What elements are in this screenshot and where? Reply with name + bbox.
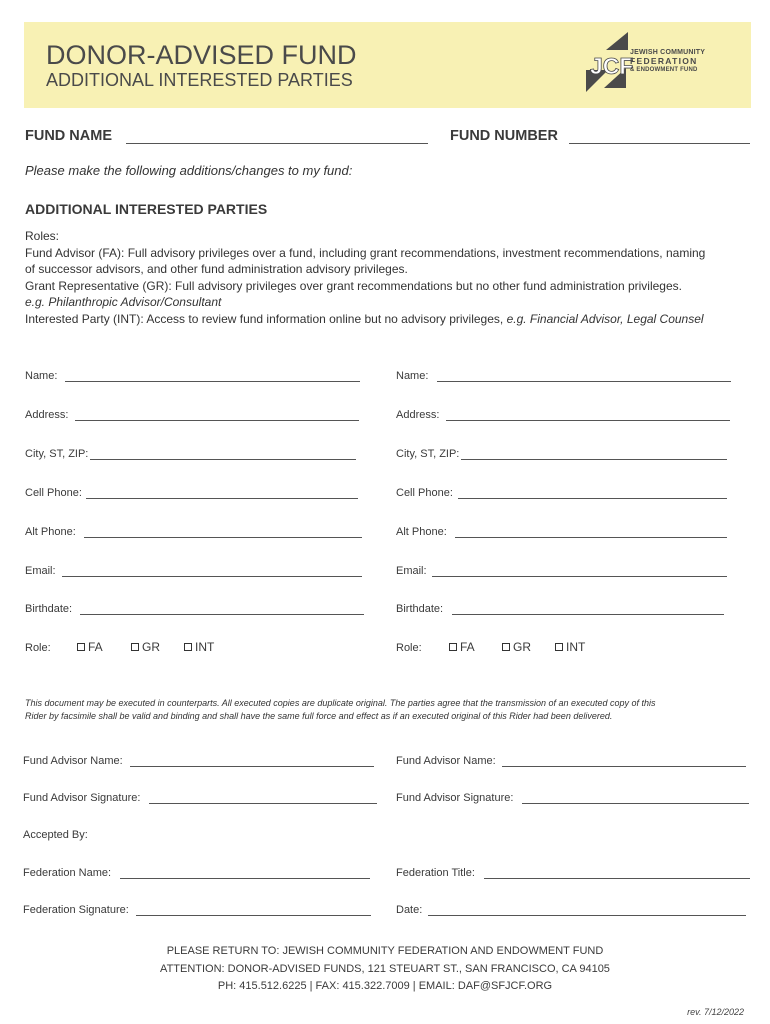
- party1-city-label: City, ST, ZIP:: [25, 448, 89, 460]
- jcf-logo: [584, 30, 734, 100]
- party1-cell-label: Cell Phone:: [25, 487, 82, 499]
- form-title: DONOR-ADVISED FUND: [46, 40, 357, 70]
- party2-email-label: Email:: [396, 565, 427, 577]
- role-gr-line: [25, 278, 750, 295]
- party1-role-fa[interactable]: [77, 640, 103, 654]
- federation-signature-field[interactable]: [136, 915, 371, 916]
- party1-role-label: Role:: [25, 642, 51, 654]
- advisor-name-field-right[interactable]: [502, 766, 746, 767]
- header-banner: [24, 22, 751, 108]
- party1-email-label: Email:: [25, 565, 56, 577]
- logo-line-3: & ENDOWMENT FUND: [630, 67, 698, 73]
- logo-wordmark: [630, 48, 705, 75]
- advisor-signature-field-left[interactable]: [149, 803, 377, 804]
- date-label: Date:: [396, 904, 423, 916]
- disclaimer: [25, 697, 750, 723]
- party2-role-fa[interactable]: [449, 640, 475, 654]
- party1-role-int[interactable]: [184, 640, 214, 654]
- date-field[interactable]: [428, 915, 746, 916]
- footer-address-line: ATTENTION: DONOR-ADVISED FUNDS, 121 STEUART ST., SAN FRANCISCO, CA 94105: [160, 963, 610, 975]
- party1-alt-field[interactable]: [84, 537, 362, 538]
- party2-city-field[interactable]: [461, 459, 727, 460]
- party2-birthdate-field[interactable]: [452, 614, 724, 615]
- role-int-desc: Access to review fund information online but no advisory privileges,: [143, 311, 507, 326]
- party1-fa-text: FA: [88, 640, 103, 654]
- party2-alt-field[interactable]: [455, 537, 727, 538]
- jcf-logo-letters: JCF: [590, 53, 634, 79]
- party2-role-label: Role:: [396, 642, 422, 654]
- federation-title-label: Federation Title:: [396, 867, 475, 879]
- role-fa-term: Fund Advisor (FA):: [25, 245, 125, 260]
- federation-signature-label: Federation Signature:: [23, 904, 129, 916]
- advisor-name-label-right: Fund Advisor Name:: [396, 755, 496, 767]
- party1-name-field[interactable]: [65, 381, 360, 382]
- party2-fa-checkbox[interactable]: [449, 643, 457, 651]
- party1-alt-label: Alt Phone:: [25, 526, 76, 538]
- party2-int-text: INT: [566, 640, 586, 654]
- party1-role-gr[interactable]: [131, 640, 160, 654]
- party2-birthdate-label: Birthdate:: [396, 603, 444, 615]
- party2-email-field[interactable]: [432, 576, 727, 577]
- party1-int-checkbox[interactable]: [184, 643, 192, 651]
- form-subtitle: ADDITIONAL INTERESTED PARTIES: [46, 70, 353, 90]
- roles-heading: Roles:: [25, 229, 60, 243]
- advisor-signature-label-right: Fund Advisor Signature:: [396, 792, 514, 804]
- party1-int-text: INT: [195, 640, 215, 654]
- accepted-by-label: Accepted By:: [23, 829, 88, 841]
- party2-address-field[interactable]: [446, 420, 730, 421]
- role-gr-term: Grant Representative (GR):: [25, 278, 172, 293]
- fund-name-label: FUND NAME: [25, 128, 112, 144]
- party2-gr-checkbox[interactable]: [502, 643, 510, 651]
- roles-description: [25, 228, 750, 327]
- role-fa-line: [25, 245, 750, 262]
- party2-cell-field[interactable]: [458, 498, 727, 499]
- role-int-term: Interested Party (INT):: [25, 311, 144, 326]
- disclaimer-line-1: This document may be executed in counterparts. All executed copies are duplicate original. The parties agree that the transmission of an executed copy of this: [25, 698, 656, 708]
- logo-line-2: FEDERATION: [630, 56, 698, 66]
- section-title: ADDITIONAL INTERESTED PARTIES: [25, 201, 268, 217]
- party2-role-gr[interactable]: [502, 640, 531, 654]
- party2-name-field[interactable]: [437, 381, 731, 382]
- party2-fa-text: FA: [460, 640, 475, 654]
- footer-contact-line: PH: 415.512.6225 | FAX: 415.322.7009 | EMAIL: DAF@SFJCF.ORG: [217, 980, 553, 992]
- fund-number-label: FUND NUMBER: [450, 128, 558, 144]
- advisor-signature-field-right[interactable]: [522, 803, 749, 804]
- federation-title-field[interactable]: [484, 878, 750, 879]
- fund-number-field[interactable]: [569, 143, 750, 144]
- party1-gr-checkbox[interactable]: [131, 643, 139, 651]
- role-gr-desc: Full advisory privileges over grant recommendations but no other fund administration privileges.: [171, 278, 682, 293]
- party1-birthdate-label: Birthdate:: [25, 603, 73, 615]
- party1-birthdate-field[interactable]: [80, 614, 364, 615]
- party2-cell-label: Cell Phone:: [396, 487, 453, 499]
- disclaimer-line-2: Rider by facsimile shall be valid and binding and shall have the same full force and effect as if an executed original of this Rider had been delivered.: [25, 711, 613, 721]
- party1-fa-checkbox[interactable]: [77, 643, 85, 651]
- role-fa-line-2: of successor advisors, and other fund administration advisory privileges.: [25, 262, 408, 276]
- role-int-example: e.g. Financial Advisor, Legal Counsel: [506, 311, 704, 326]
- party2-int-checkbox[interactable]: [555, 643, 563, 651]
- party2-role-int[interactable]: [555, 640, 585, 654]
- party1-address-field[interactable]: [75, 420, 359, 421]
- logo-line-1: JEWISH COMMUNITY: [630, 49, 706, 56]
- party1-name-label: Name:: [25, 370, 58, 382]
- party2-address-label: Address:: [396, 409, 440, 421]
- federation-name-label: Federation Name:: [23, 867, 112, 879]
- intro-text: Please make the following additions/changes to my fund:: [25, 163, 353, 178]
- footer-return-line: PLEASE RETURN TO: JEWISH COMMUNITY FEDERATION AND ENDOWMENT FUND: [166, 945, 604, 957]
- revision-date: rev. 7/12/2022: [687, 1007, 744, 1017]
- party2-gr-text: GR: [513, 640, 531, 654]
- role-gr-example: [25, 294, 750, 311]
- advisor-name-label-left: Fund Advisor Name:: [23, 755, 123, 767]
- fund-name-field[interactable]: [126, 143, 428, 144]
- federation-name-field[interactable]: [120, 878, 370, 879]
- role-int-line: [25, 311, 750, 328]
- party1-address-label: Address:: [25, 409, 69, 421]
- party1-cell-field[interactable]: [86, 498, 358, 499]
- role-gr-example-text: e.g. Philanthropic Advisor/Consultant: [25, 295, 222, 309]
- party2-name-label: Name:: [396, 370, 429, 382]
- party1-gr-text: GR: [142, 640, 160, 654]
- party1-email-field[interactable]: [62, 576, 362, 577]
- party2-alt-label: Alt Phone:: [396, 526, 447, 538]
- party2-city-label: City, ST, ZIP:: [396, 448, 460, 460]
- party1-city-field[interactable]: [90, 459, 356, 460]
- advisor-signature-label-left: Fund Advisor Signature:: [23, 792, 141, 804]
- role-fa-desc: Full advisory privileges over a fund, including grant recommendations, investment recommendations, naming: [124, 245, 706, 260]
- advisor-name-field-left[interactable]: [130, 766, 374, 767]
